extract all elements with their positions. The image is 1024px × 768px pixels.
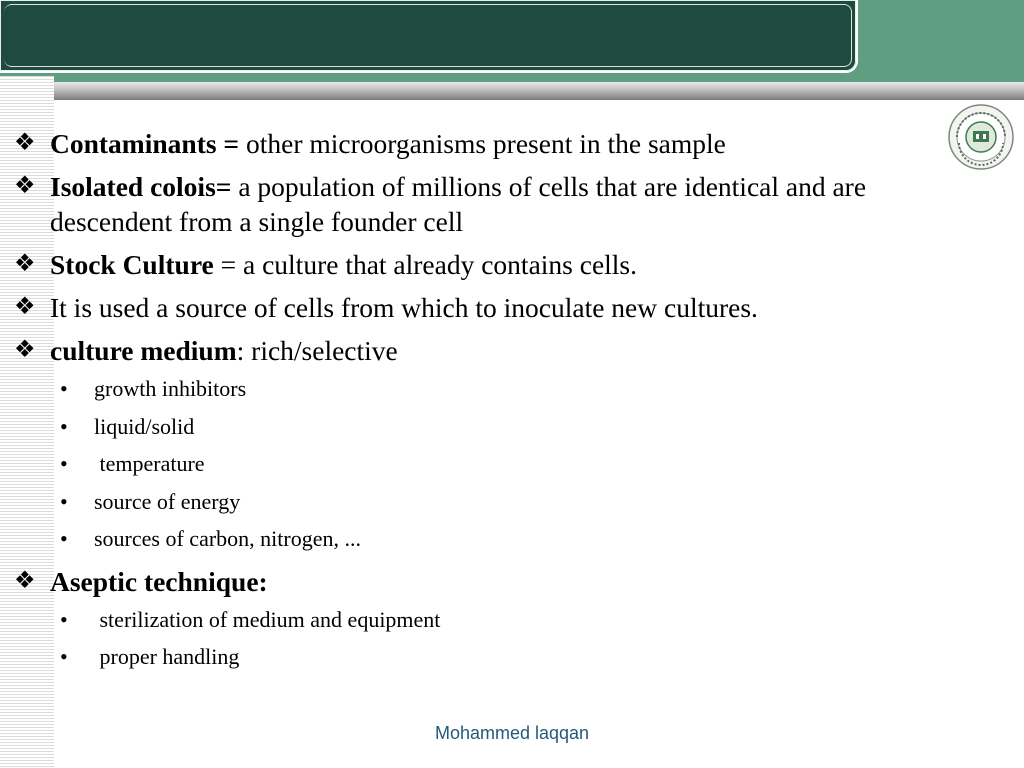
sub-bullet: • sources of carbon, nitrogen, ... bbox=[60, 526, 361, 551]
sub-bullet: • growth inhibitors bbox=[60, 376, 247, 401]
bullet-contaminants: ❖ Contaminants = other microorganisms present in the sample bbox=[14, 128, 726, 159]
sub-bullet: • proper handling bbox=[60, 644, 240, 669]
bullet-aseptic-technique: ❖ Aseptic technique: bbox=[14, 565, 268, 597]
bullet-stock-culture: ❖ Stock Culture = a culture that already contains cells. bbox=[14, 249, 638, 280]
slide-content bbox=[14, 126, 894, 682]
bullet-source-of-cells: ❖ It is used a source of cells from which to inoculate new cultures. bbox=[14, 292, 758, 323]
bullet-dot-icon: • bbox=[60, 606, 68, 632]
sub-bullet: • liquid/solid bbox=[60, 413, 195, 439]
diamond-bullet-icon: ❖ bbox=[14, 567, 36, 594]
bullet-culture-medium: ❖ culture medium: rich/selective bbox=[14, 335, 398, 366]
bullet-dot-icon: • bbox=[60, 526, 68, 551]
diamond-bullet-icon: ❖ bbox=[14, 337, 36, 363]
sub-bullet: • source of energy bbox=[60, 488, 241, 514]
bullet-dot-icon: • bbox=[60, 644, 68, 669]
university-seal-logo bbox=[947, 103, 1015, 171]
diamond-bullet-icon: ❖ bbox=[14, 294, 36, 320]
bullet-dot-icon: • bbox=[60, 376, 68, 401]
title-panel bbox=[0, 0, 858, 73]
sub-bullet: • temperature bbox=[60, 451, 205, 476]
diamond-bullet-icon: ❖ bbox=[14, 251, 36, 277]
footer-author: Mohammed laqqan bbox=[434, 723, 590, 743]
bullet-dot-icon: • bbox=[60, 488, 68, 514]
bullet-dot-icon: • bbox=[60, 451, 68, 476]
sub-bullet: • sterilization of medium and equipment bbox=[60, 606, 441, 632]
divider-bar bbox=[0, 82, 1024, 100]
diamond-bullet-icon: ❖ bbox=[14, 130, 36, 156]
bullet-dot-icon: • bbox=[60, 413, 68, 439]
diamond-bullet-icon: ❖ bbox=[14, 173, 36, 199]
bullet-isolated-colonies: ❖ Isolated colois= a population of millions of cells that are identical and are descendent from a single founder cell bbox=[14, 171, 867, 237]
